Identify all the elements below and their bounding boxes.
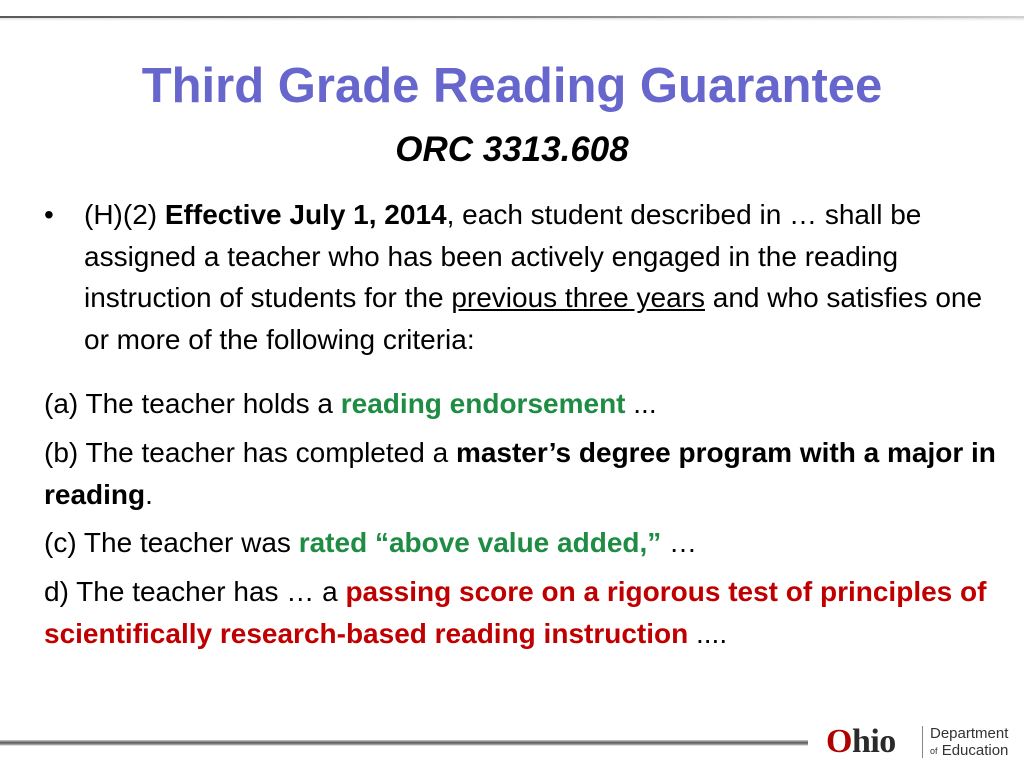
ohio-education-logo [826, 722, 1016, 762]
criterion-d [44, 571, 1004, 654]
criterion-a-text: (a) The teacher holds a [44, 388, 341, 419]
ohio-rest-letters: hio [851, 723, 896, 760]
dept-line-2 [930, 742, 1008, 760]
bullet-marker: • [44, 199, 54, 230]
department-text [930, 725, 1008, 760]
ohio-wordmark [826, 722, 896, 762]
criterion-b [44, 432, 1004, 515]
criterion-d-tail: .... [688, 617, 728, 649]
criterion-b-text: (b) The teacher has completed a [44, 437, 456, 468]
ohio-o-letter: O [826, 723, 852, 760]
criterion-c-text: (c) The teacher was [44, 527, 299, 558]
dept-of: of [930, 746, 938, 756]
dept-education: Education [941, 742, 1009, 759]
criterion-a-tail: ... [625, 388, 657, 419]
criterion-b-tail: . [145, 478, 153, 510]
effective-date: Effective July 1, 2014 [164, 199, 447, 230]
bullet-text [84, 194, 1004, 360]
logo-divider [922, 726, 923, 758]
criterion-a [44, 383, 1004, 425]
bullet-body-2: and who satisfies one or more of the following criteria: [84, 282, 983, 355]
bullet-body-1: , each student described in … shall be assigned a teacher who has been actively engaged in the reading instruction of students for the [84, 199, 922, 313]
criterion-a-highlight: reading endorsement [340, 388, 626, 419]
bullet-prefix: (H)(2) [84, 199, 165, 230]
top-rule [0, 16, 1024, 21]
criterion-c [44, 522, 1004, 564]
slide-title: Third Grade Reading Guarantee [141, 59, 883, 113]
bottom-rule [0, 740, 808, 746]
criterion-d-text: d) The teacher has … a [44, 576, 346, 607]
criterion-d-highlight: passing score on a rigorous test of principles of scientifically research-based reading instruction [44, 576, 987, 649]
dept-line-1: Department [930, 725, 1009, 742]
main-bullet [44, 194, 1004, 360]
criterion-b-highlight: master’s degree program with a major in reading [44, 437, 996, 510]
criterion-c-highlight: rated “above value added,” [298, 527, 662, 558]
previous-three-years: previous three years [451, 282, 705, 313]
slide-subtitle: ORC 3313.608 [395, 130, 629, 169]
criterion-c-tail: … [661, 527, 698, 558]
